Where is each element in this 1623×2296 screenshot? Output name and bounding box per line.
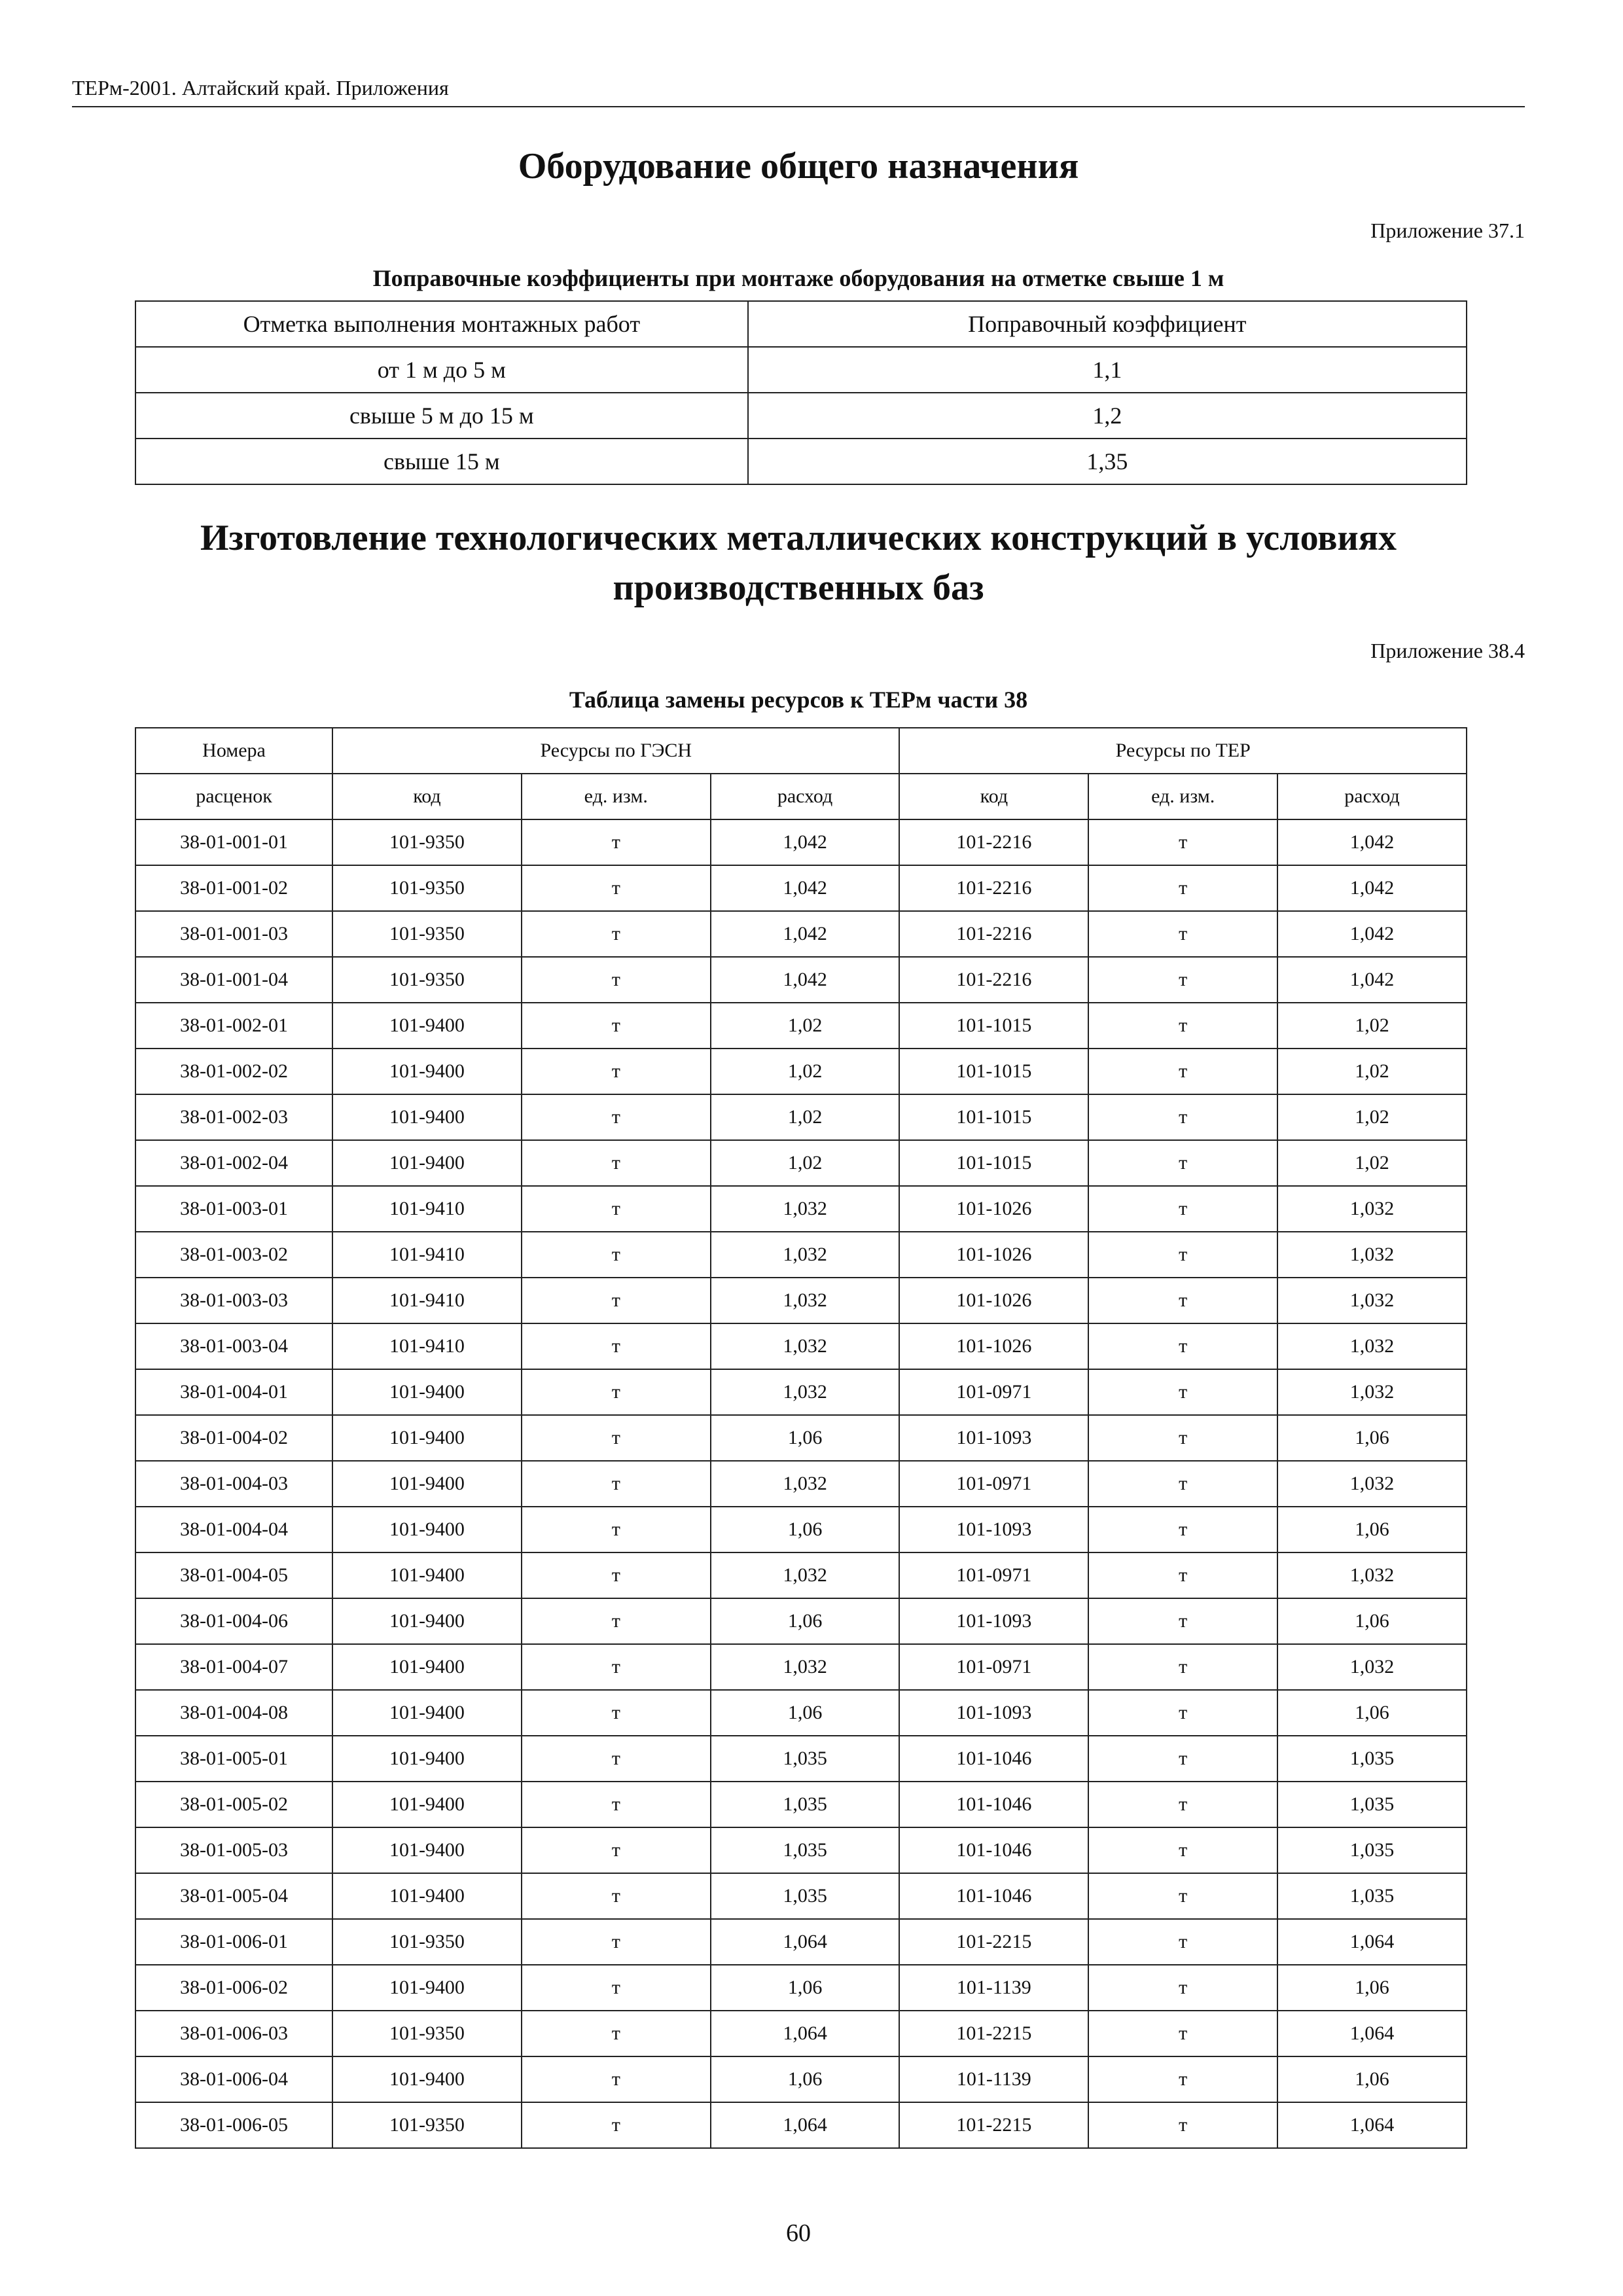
table-row [135,1461,1467,1507]
table-header-row [135,728,1467,774]
ter-code-cell: 101-1046 [899,1873,1088,1919]
table-row [135,1736,1467,1782]
column-header-gesn-unit: ед. изм. [522,774,711,819]
table-subheader-row [135,774,1467,819]
column-group-gesn: Ресурсы по ГЭСН [332,728,899,774]
gesn-unit-cell: т [522,1827,711,1873]
rate-number-cell: 38-01-006-04 [135,2056,332,2102]
section1-appendix-label: Приложение 37.1 [1370,219,1525,242]
gesn-unit-cell: т [522,1323,711,1369]
ter-code-cell: 101-2216 [899,819,1088,865]
table-row [135,1873,1467,1919]
ter-unit-cell: т [1088,1507,1277,1552]
gesn-consumption-cell: 1,02 [711,1003,900,1049]
ter-unit-cell: т [1088,1644,1277,1690]
rate-number-cell: 38-01-004-07 [135,1644,332,1690]
gesn-code-cell: 101-9350 [332,865,522,911]
ter-code-cell: 101-2216 [899,911,1088,957]
ter-unit-cell: т [1088,1003,1277,1049]
ter-unit-cell: т [1088,1965,1277,2011]
table-row [135,1003,1467,1049]
gesn-consumption-cell: 1,042 [711,957,900,1003]
gesn-code-cell: 101-9400 [332,1461,522,1507]
gesn-consumption-cell: 1,032 [711,1232,900,1278]
ter-code-cell: 101-1015 [899,1140,1088,1186]
elevation-cell: от 1 м до 5 м [135,347,748,393]
column-header-rates: расценок [135,774,332,819]
gesn-unit-cell: т [522,1278,711,1323]
section2-title-line2: производственных баз [613,567,984,608]
gesn-consumption-cell: 1,035 [711,1736,900,1782]
ter-consumption-cell: 1,06 [1277,1690,1467,1736]
ter-unit-cell: т [1088,1094,1277,1140]
rate-number-cell: 38-01-001-04 [135,957,332,1003]
gesn-consumption-cell: 1,06 [711,1690,900,1736]
ter-consumption-cell: 1,064 [1277,2011,1467,2056]
ter-code-cell: 101-0971 [899,1552,1088,1598]
ter-unit-cell: т [1088,1690,1277,1736]
gesn-unit-cell: т [522,1094,711,1140]
ter-unit-cell: т [1088,865,1277,911]
table-row [135,1552,1467,1598]
gesn-code-cell: 101-9400 [332,1369,522,1415]
gesn-code-cell: 101-9410 [332,1278,522,1323]
ter-code-cell: 101-0971 [899,1369,1088,1415]
gesn-consumption-cell: 1,035 [711,1782,900,1827]
table-row [135,1049,1467,1094]
rate-number-cell: 38-01-002-01 [135,1003,332,1049]
gesn-unit-cell: т [522,1003,711,1049]
gesn-consumption-cell: 1,032 [711,1644,900,1690]
column-group-ter: Ресурсы по ТЕР [899,728,1467,774]
ter-unit-cell: т [1088,1552,1277,1598]
gesn-unit-cell: т [522,1965,711,2011]
gesn-code-cell: 101-9400 [332,1094,522,1140]
ter-consumption-cell: 1,042 [1277,819,1467,865]
table-row [135,1598,1467,1644]
gesn-consumption-cell: 1,02 [711,1094,900,1140]
ter-code-cell: 101-1015 [899,1094,1088,1140]
column-header-ter-code: код [899,774,1088,819]
gesn-code-cell: 101-9350 [332,819,522,865]
rate-number-cell: 38-01-004-06 [135,1598,332,1644]
rate-number-cell: 38-01-005-01 [135,1736,332,1782]
coefficient-cell: 1,1 [748,347,1467,393]
ter-code-cell: 101-1139 [899,2056,1088,2102]
ter-consumption-cell: 1,06 [1277,1598,1467,1644]
table-row [135,957,1467,1003]
gesn-unit-cell: т [522,1461,711,1507]
gesn-code-cell: 101-9400 [332,1690,522,1736]
gesn-code-cell: 101-9410 [332,1232,522,1278]
gesn-code-cell: 101-9400 [332,1827,522,1873]
gesn-unit-cell: т [522,1232,711,1278]
ter-consumption-cell: 1,06 [1277,1415,1467,1461]
ter-unit-cell: т [1088,957,1277,1003]
ter-unit-cell: т [1088,1232,1277,1278]
ter-consumption-cell: 1,035 [1277,1873,1467,1919]
ter-consumption-cell: 1,064 [1277,1919,1467,1965]
table-row [135,819,1467,865]
ter-unit-cell: т [1088,1323,1277,1369]
gesn-code-cell: 101-9400 [332,1782,522,1827]
ter-code-cell: 101-1093 [899,1507,1088,1552]
rate-number-cell: 38-01-006-01 [135,1919,332,1965]
gesn-consumption-cell: 1,032 [711,1278,900,1323]
gesn-code-cell: 101-9410 [332,1186,522,1232]
table-row [135,347,1467,393]
ter-code-cell: 101-0971 [899,1461,1088,1507]
ter-unit-cell: т [1088,1919,1277,1965]
gesn-unit-cell: т [522,957,711,1003]
gesn-code-cell: 101-9350 [332,2011,522,2056]
ter-code-cell: 101-1093 [899,1598,1088,1644]
header-rule [72,106,1525,107]
ter-consumption-cell: 1,032 [1277,1232,1467,1278]
resource-table-body [135,819,1467,2148]
ter-code-cell: 101-1046 [899,1827,1088,1873]
ter-consumption-cell: 1,02 [1277,1049,1467,1094]
rate-number-cell: 38-01-006-05 [135,2102,332,2148]
ter-code-cell: 101-1046 [899,1736,1088,1782]
rate-number-cell: 38-01-006-03 [135,2011,332,2056]
ter-consumption-cell: 1,02 [1277,1094,1467,1140]
elevation-cell: свыше 15 м [135,439,748,484]
gesn-code-cell: 101-9350 [332,911,522,957]
ter-code-cell: 101-1026 [899,1186,1088,1232]
column-header-ter-unit: ед. изм. [1088,774,1277,819]
running-header: ТЕРм-2001. Алтайский край. Приложения [72,76,449,99]
table-row [135,1278,1467,1323]
gesn-consumption-cell: 1,06 [711,1507,900,1552]
table-row [135,1140,1467,1186]
table-row [135,2102,1467,2148]
ter-consumption-cell: 1,06 [1277,1965,1467,2011]
table-row [135,1232,1467,1278]
ter-unit-cell: т [1088,1369,1277,1415]
column-header-coefficient: Поправочный коэффициент [748,301,1467,347]
ter-code-cell: 101-1139 [899,1965,1088,2011]
gesn-unit-cell: т [522,1140,711,1186]
ter-unit-cell: т [1088,1782,1277,1827]
gesn-code-cell: 101-9400 [332,1415,522,1461]
gesn-consumption-cell: 1,06 [711,2056,900,2102]
table-row [135,393,1467,439]
rate-number-cell: 38-01-005-04 [135,1873,332,1919]
ter-consumption-cell: 1,042 [1277,865,1467,911]
section1-table-caption: Поправочные коэффициенты при монтаже оборудования на отметке свыше 1 м [372,265,1224,291]
gesn-consumption-cell: 1,02 [711,1049,900,1094]
gesn-unit-cell: т [522,1644,711,1690]
gesn-unit-cell: т [522,1186,711,1232]
rate-number-cell: 38-01-001-02 [135,865,332,911]
gesn-consumption-cell: 1,06 [711,1415,900,1461]
gesn-code-cell: 101-9400 [332,1736,522,1782]
gesn-consumption-cell: 1,06 [711,1965,900,2011]
rate-number-cell: 38-01-003-02 [135,1232,332,1278]
rate-number-cell: 38-01-002-02 [135,1049,332,1094]
ter-unit-cell: т [1088,911,1277,957]
ter-consumption-cell: 1,035 [1277,1827,1467,1873]
gesn-consumption-cell: 1,042 [711,911,900,957]
table-row [135,911,1467,957]
table-row [135,1827,1467,1873]
rate-number-cell: 38-01-003-01 [135,1186,332,1232]
gesn-unit-cell: т [522,1736,711,1782]
table-row [135,1094,1467,1140]
ter-consumption-cell: 1,032 [1277,1552,1467,1598]
coefficient-cell: 1,2 [748,393,1467,439]
gesn-unit-cell: т [522,1415,711,1461]
gesn-consumption-cell: 1,032 [711,1461,900,1507]
gesn-unit-cell: т [522,1919,711,1965]
rate-number-cell: 38-01-003-04 [135,1323,332,1369]
gesn-consumption-cell: 1,032 [711,1552,900,1598]
gesn-code-cell: 101-9400 [332,1965,522,2011]
coefficient-cell: 1,35 [748,439,1467,484]
table-row [135,1782,1467,1827]
table-row [135,865,1467,911]
section2-table-caption: Таблица замены ресурсов к ТЕРм части 38 [569,687,1028,713]
rate-number-cell: 38-01-004-03 [135,1461,332,1507]
table-row [135,1644,1467,1690]
rate-number-cell: 38-01-001-03 [135,911,332,957]
gesn-code-cell: 101-9400 [332,1049,522,1094]
gesn-code-cell: 101-9400 [332,1873,522,1919]
gesn-code-cell: 101-9400 [332,1644,522,1690]
table-row [135,1415,1467,1461]
gesn-unit-cell: т [522,865,711,911]
ter-code-cell: 101-0971 [899,1644,1088,1690]
gesn-consumption-cell: 1,064 [711,2011,900,2056]
section2-appendix-label: Приложение 38.4 [1370,639,1525,662]
ter-consumption-cell: 1,032 [1277,1278,1467,1323]
gesn-code-cell: 101-9350 [332,2102,522,2148]
ter-unit-cell: т [1088,1186,1277,1232]
gesn-consumption-cell: 1,02 [711,1140,900,1186]
ter-code-cell: 101-1026 [899,1278,1088,1323]
gesn-unit-cell: т [522,1507,711,1552]
ter-unit-cell: т [1088,1415,1277,1461]
ter-code-cell: 101-2215 [899,2102,1088,2148]
ter-consumption-cell: 1,06 [1277,1507,1467,1552]
rate-number-cell: 38-01-001-01 [135,819,332,865]
ter-code-cell: 101-2216 [899,957,1088,1003]
table-header-row [135,301,1467,347]
table-row [135,2011,1467,2056]
ter-consumption-cell: 1,064 [1277,2102,1467,2148]
ter-consumption-cell: 1,042 [1277,911,1467,957]
gesn-unit-cell: т [522,1049,711,1094]
rate-number-cell: 38-01-004-02 [135,1415,332,1461]
ter-unit-cell: т [1088,1461,1277,1507]
gesn-consumption-cell: 1,042 [711,819,900,865]
table-row [135,2056,1467,2102]
rate-number-cell: 38-01-005-02 [135,1782,332,1827]
gesn-unit-cell: т [522,2011,711,2056]
table-row [135,1690,1467,1736]
gesn-unit-cell: т [522,2102,711,2148]
table-row [135,1369,1467,1415]
gesn-unit-cell: т [522,1369,711,1415]
table-row [135,1323,1467,1369]
ter-unit-cell: т [1088,2011,1277,2056]
gesn-consumption-cell: 1,064 [711,2102,900,2148]
ter-consumption-cell: 1,032 [1277,1461,1467,1507]
gesn-unit-cell: т [522,1690,711,1736]
gesn-consumption-cell: 1,035 [711,1827,900,1873]
gesn-unit-cell: т [522,911,711,957]
ter-consumption-cell: 1,032 [1277,1323,1467,1369]
ter-unit-cell: т [1088,2102,1277,2148]
ter-code-cell: 101-2215 [899,1919,1088,1965]
column-header-elevation: Отметка выполнения монтажных работ [135,301,748,347]
gesn-unit-cell: т [522,1782,711,1827]
ter-consumption-cell: 1,032 [1277,1186,1467,1232]
rate-number-cell: 38-01-003-03 [135,1278,332,1323]
section2-title-line1: Изготовление технологических металлических конструкций в условиях [200,518,1397,558]
table-row [135,1186,1467,1232]
gesn-code-cell: 101-9400 [332,1003,522,1049]
ter-code-cell: 101-1015 [899,1003,1088,1049]
ter-code-cell: 101-1093 [899,1415,1088,1461]
ter-code-cell: 101-1046 [899,1782,1088,1827]
ter-consumption-cell: 1,035 [1277,1736,1467,1782]
rate-number-cell: 38-01-004-08 [135,1690,332,1736]
section1-title: Оборудование общего назначения [518,146,1079,187]
gesn-code-cell: 101-9350 [332,957,522,1003]
gesn-unit-cell: т [522,1552,711,1598]
resource-replacement-table [135,727,1467,2149]
ter-consumption-cell: 1,06 [1277,2056,1467,2102]
column-header-numbers: Номера [135,728,332,774]
gesn-unit-cell: т [522,819,711,865]
table-row [135,1965,1467,2011]
column-header-ter-consumption: расход [1277,774,1467,819]
gesn-unit-cell: т [522,1598,711,1644]
rate-number-cell: 38-01-005-03 [135,1827,332,1873]
gesn-code-cell: 101-9400 [332,1507,522,1552]
ter-consumption-cell: 1,042 [1277,957,1467,1003]
rate-number-cell: 38-01-004-01 [135,1369,332,1415]
table-row [135,1919,1467,1965]
gesn-consumption-cell: 1,064 [711,1919,900,1965]
ter-unit-cell: т [1088,1278,1277,1323]
ter-unit-cell: т [1088,1827,1277,1873]
gesn-consumption-cell: 1,042 [711,865,900,911]
ter-unit-cell: т [1088,1140,1277,1186]
gesn-code-cell: 101-9410 [332,1323,522,1369]
gesn-code-cell: 101-9400 [332,2056,522,2102]
column-header-gesn-code: код [332,774,522,819]
ter-unit-cell: т [1088,1598,1277,1644]
table-row [135,1507,1467,1552]
gesn-code-cell: 101-9350 [332,1919,522,1965]
ter-code-cell: 101-1015 [899,1049,1088,1094]
rate-number-cell: 38-01-002-04 [135,1140,332,1186]
ter-unit-cell: т [1088,819,1277,865]
rate-number-cell: 38-01-002-03 [135,1094,332,1140]
gesn-consumption-cell: 1,032 [711,1186,900,1232]
gesn-consumption-cell: 1,032 [711,1369,900,1415]
table-row [135,439,1467,484]
page-number: 60 [786,2219,811,2247]
gesn-code-cell: 101-9400 [332,1552,522,1598]
rate-number-cell: 38-01-004-05 [135,1552,332,1598]
ter-consumption-cell: 1,035 [1277,1782,1467,1827]
rate-number-cell: 38-01-006-02 [135,1965,332,2011]
rate-number-cell: 38-01-004-04 [135,1507,332,1552]
elevation-cell: свыше 5 м до 15 м [135,393,748,439]
ter-unit-cell: т [1088,1736,1277,1782]
ter-consumption-cell: 1,02 [1277,1003,1467,1049]
ter-code-cell: 101-1093 [899,1690,1088,1736]
gesn-consumption-cell: 1,06 [711,1598,900,1644]
gesn-consumption-cell: 1,035 [711,1873,900,1919]
ter-code-cell: 101-1026 [899,1323,1088,1369]
ter-consumption-cell: 1,02 [1277,1140,1467,1186]
gesn-consumption-cell: 1,032 [711,1323,900,1369]
ter-unit-cell: т [1088,1873,1277,1919]
gesn-code-cell: 101-9400 [332,1598,522,1644]
ter-unit-cell: т [1088,1049,1277,1094]
gesn-unit-cell: т [522,2056,711,2102]
ter-code-cell: 101-2216 [899,865,1088,911]
ter-code-cell: 101-1026 [899,1232,1088,1278]
column-header-gesn-consumption: расход [711,774,900,819]
ter-code-cell: 101-2215 [899,2011,1088,2056]
ter-consumption-cell: 1,032 [1277,1369,1467,1415]
gesn-unit-cell: т [522,1873,711,1919]
ter-consumption-cell: 1,032 [1277,1644,1467,1690]
correction-coefficients-table [135,300,1467,485]
gesn-code-cell: 101-9400 [332,1140,522,1186]
ter-unit-cell: т [1088,2056,1277,2102]
